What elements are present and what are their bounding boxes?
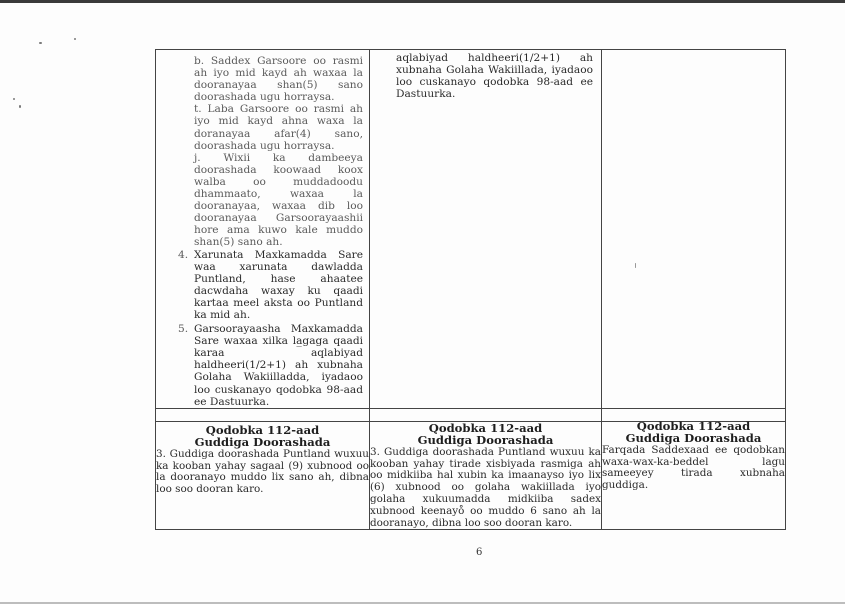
article-title: Qodobka 112-aad — [428, 420, 543, 435]
article-subtitle: Guddiga Doorashada — [625, 431, 762, 446]
list-item — [178, 248, 363, 322]
article-text: Farqada Saddexaad ee qodobkan waxa-wax-ka-beddel lagu sameeyey tirada xubnaha guddiga. — [602, 443, 785, 492]
top-cell-notes — [602, 50, 786, 409]
item-number: 5. — [178, 323, 189, 336]
page-number: 6 — [476, 547, 483, 558]
scan-speck — [39, 42, 42, 44]
bottom-cell-notes — [602, 418, 786, 530]
bottom-cell-amended — [370, 421, 602, 530]
article-subtitle: Guddiga Doorashada — [194, 435, 331, 450]
clause-j: j. Wixii ka dambeeya doorashada koowaad koox walba oo muddadoodu dhammaato, waxaa la dooranayaa, waxaa dib loo dooranayaa Garsoorayaashii hore ama kuwo kale muddo shan(5) sano ah. — [194, 151, 363, 249]
scan-speck — [74, 38, 76, 40]
comparison-table — [155, 49, 786, 530]
scan-speck — [19, 105, 21, 108]
table-row — [156, 50, 786, 409]
article-text: 3. Guddiga doorashada Puntland wuxuu ka kooban yahay sagaal (9) xubnood oo la dooranayo muddo lix sano ah, dibna loo soo dooran karo. — [156, 447, 369, 496]
page-top-edge — [0, 0, 845, 3]
article-title: Qodobka 112-aad — [205, 422, 320, 437]
clause-b: b. Saddex Garsoore oo rasmi ah iyo mid kayd ah waxaa la dooranayaa shan(5) sano doorashada ugu horraysa. — [194, 55, 363, 104]
amended-text: aqlabiyad haldheeri(1/2+1) ah xubnaha Golaha Wakiillada, iyadaoo loo cuskanayo qodobka 98-aad ee Dastuurka. — [396, 52, 593, 101]
bottom-cell-original — [156, 421, 370, 530]
list-item — [178, 323, 363, 408]
table-row — [156, 421, 786, 530]
article-subtitle: Guddiga Doorashada — [417, 433, 554, 448]
spacer-cell — [370, 408, 602, 421]
scan-speck — [13, 98, 15, 100]
top-cell-original — [156, 50, 370, 409]
clause-t: t. Laba Garsoore oo rasmi ah iyo mid kayd ahna waxa la doranayaa afar(4) sano, doorashada ugu horraysa. — [194, 103, 363, 152]
item-number: 4. — [178, 248, 189, 261]
article-text: 3. Guddiga doorashada Puntland wuxuu ka kooban yahay tirade xisbiyada rasmiga ah oo midkiiba hal xubin ka imaanayso iyo lix (6) xubnood oo golaha wakiillada iyo golaha xukuumadda midkiiba sadex xubnood keenayo̊ oo muddo 6 sano ah la dooranayo, dibna loo soo dooran karo. — [370, 445, 601, 529]
top-cell-amended — [370, 50, 602, 409]
spacer-cell — [156, 408, 370, 421]
item-text: Xarunata Maxkamadda Sare waa xarunata dawladda Puntland, hase ahaatee dacwdaha waxay ku qaadi kartaa meel aksta oo Puntland ka mid ah. — [194, 248, 363, 321]
item-text: Garsoorayaasha Maxkamadda Sare waxaa xilka la̲gaga qaadi karaa aqlabiyad haldheeri(1/2+1) ah xubnaha Golaha Wakiilladda, iyadaoo loo cuskanayo qodobka 98-aad ee Dastuurka. — [194, 323, 363, 408]
article-title: Qodobka 112-aad — [636, 418, 751, 433]
